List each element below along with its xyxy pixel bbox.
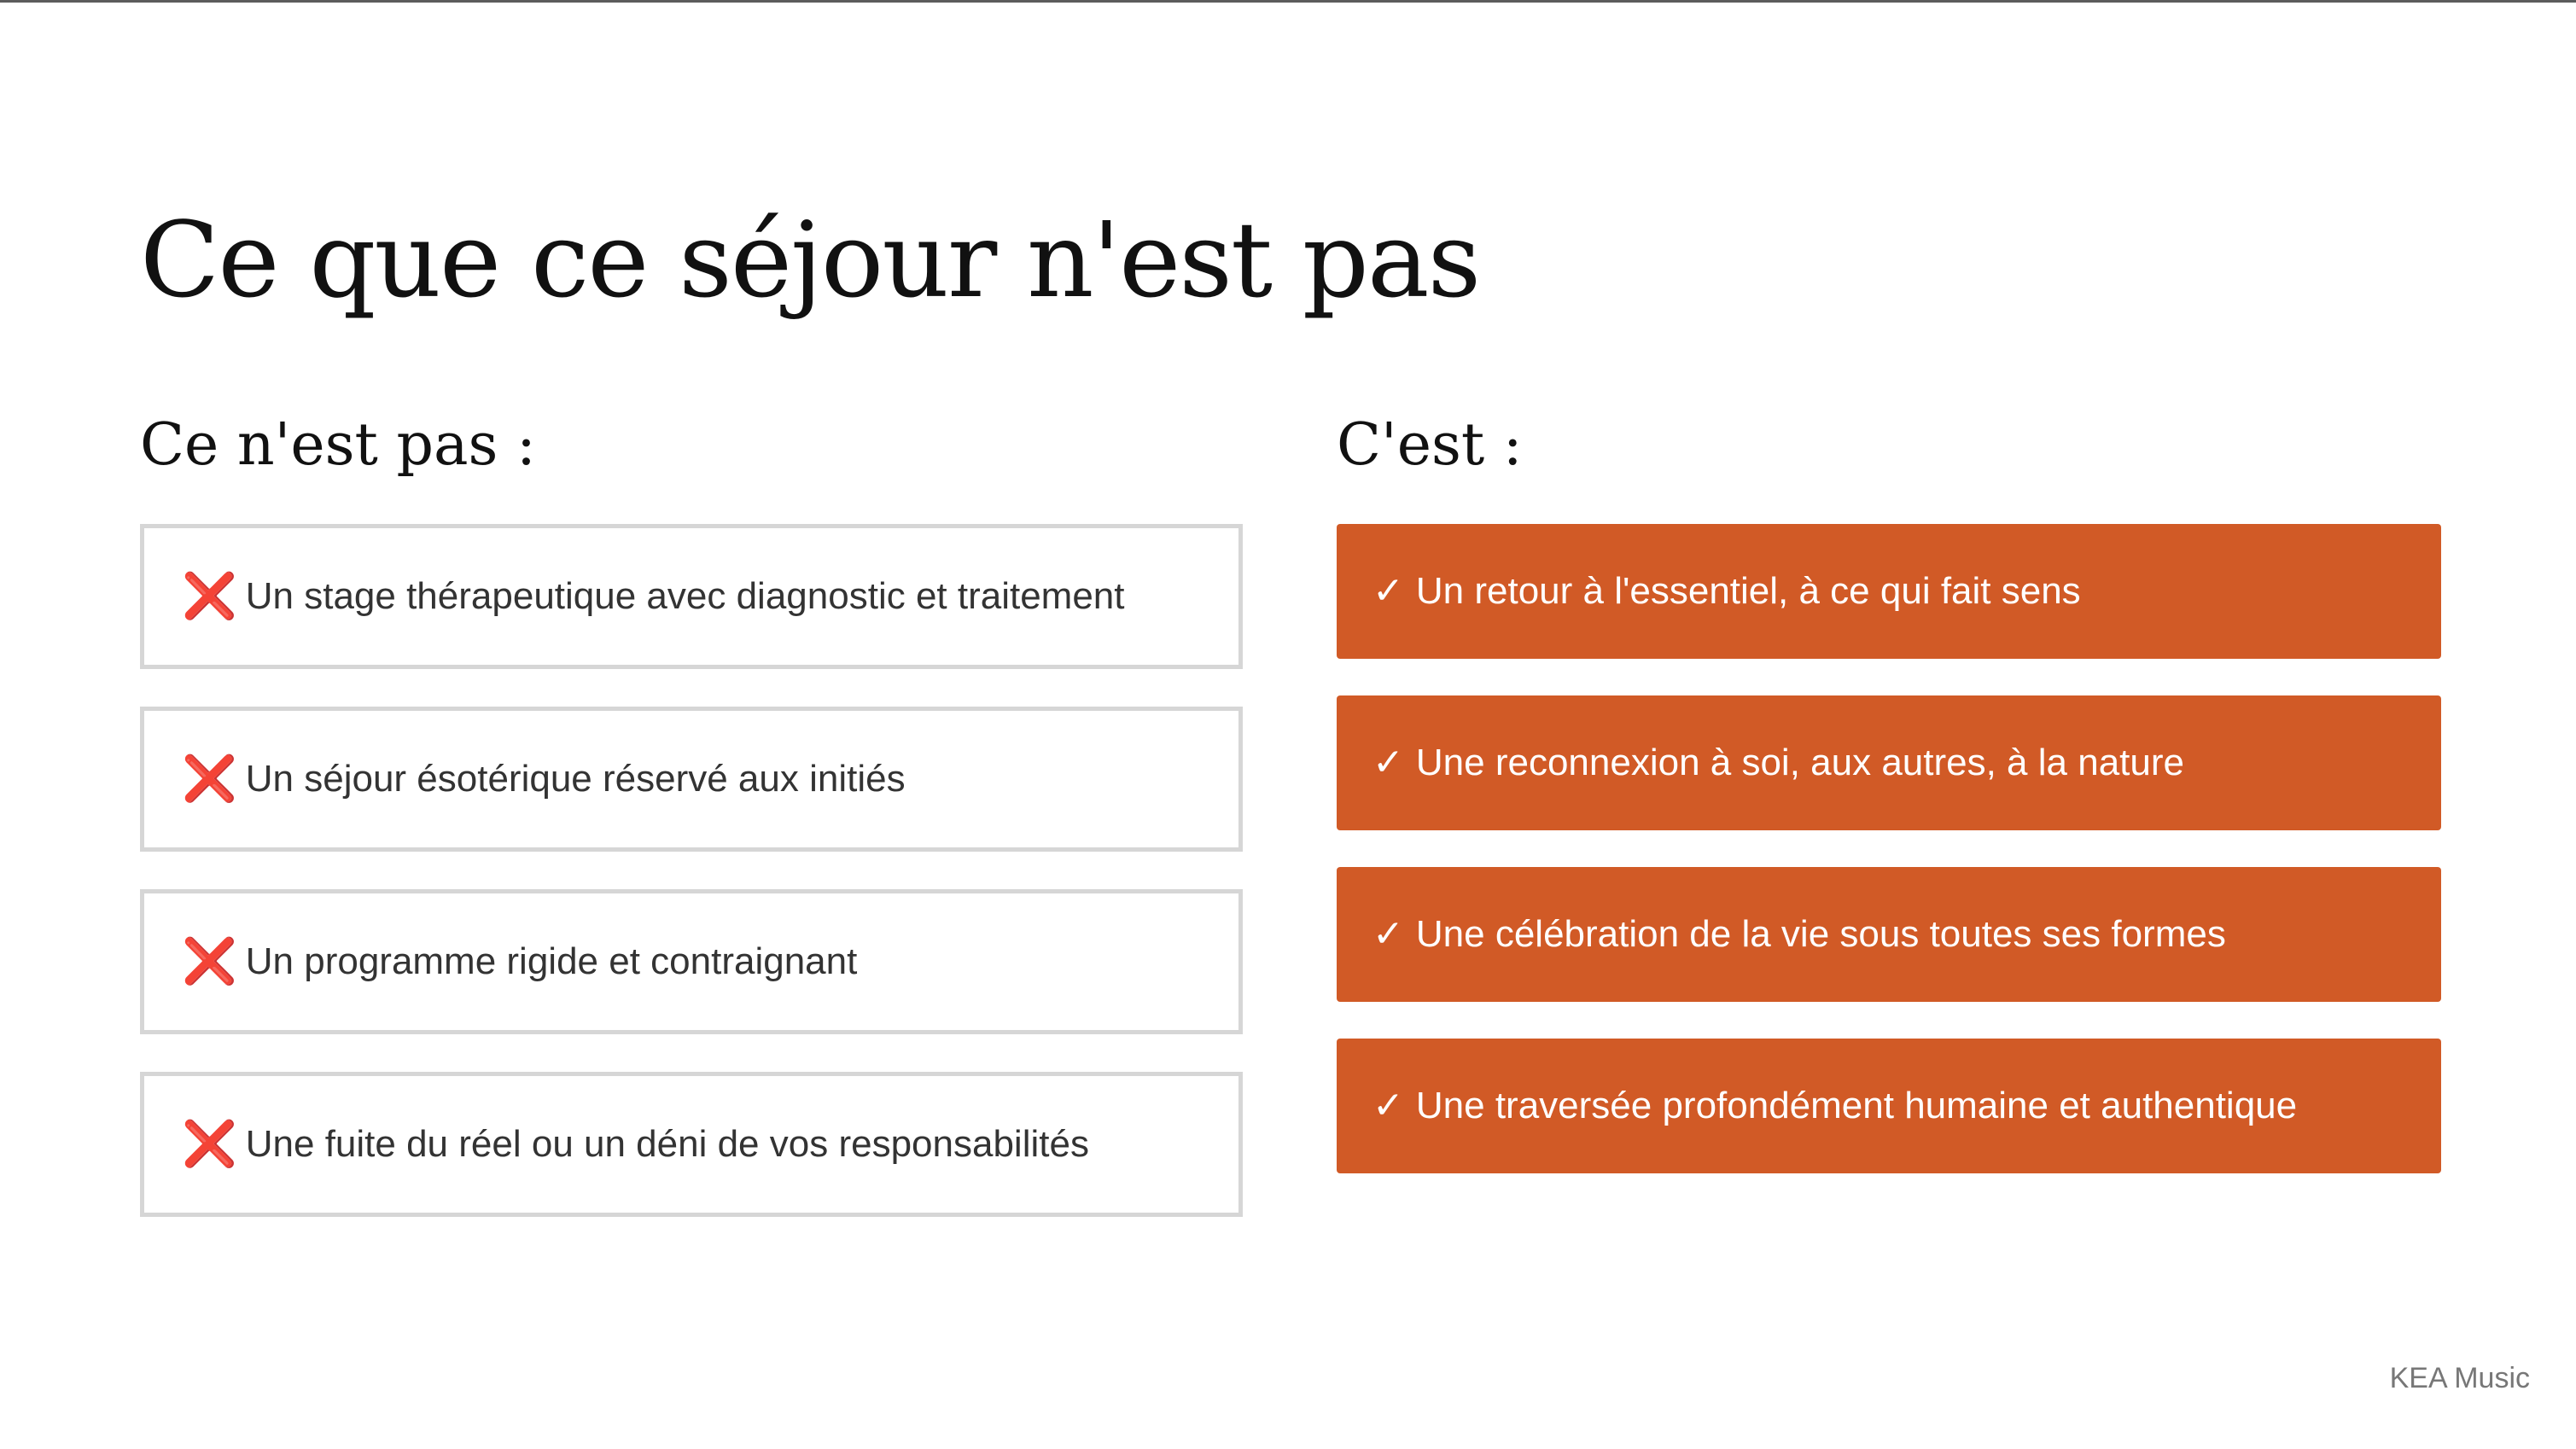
check-mark-icon: ✓ — [1373, 1084, 1404, 1127]
slide-title: Ce que ce séjour n'est pas — [140, 200, 1480, 321]
is-item-text: Une célébration de la vie sous toutes ses formes — [1415, 913, 2226, 955]
not-item — [140, 1072, 1243, 1217]
is-item — [1337, 524, 2441, 659]
not-item-text: Un stage thérapeutique avec diagnostic et traitement — [245, 575, 1125, 617]
is-item — [1337, 1039, 2441, 1173]
not-item — [140, 889, 1243, 1034]
is-column-heading: C'est : — [1337, 411, 1523, 479]
not-item — [140, 707, 1243, 852]
is-item-text: Un retour à l'essentiel, à ce qui fait sens — [1415, 570, 2081, 612]
not-item — [140, 524, 1243, 669]
not-list — [140, 524, 1243, 1254]
check-mark-icon: ✓ — [1373, 741, 1404, 784]
cross-mark-icon: ❌ — [182, 936, 237, 987]
cross-mark-icon: ❌ — [182, 571, 237, 622]
top-border-line — [0, 0, 2576, 3]
not-item-text: Un programme rigide et contraignant — [245, 940, 858, 982]
is-item-text: Une traversée profondément humaine et authentique — [1415, 1085, 2298, 1126]
not-column-heading: Ce n'est pas : — [140, 411, 536, 479]
cross-mark-icon: ❌ — [182, 1119, 237, 1170]
is-list — [1337, 524, 2441, 1210]
cross-mark-icon: ❌ — [182, 754, 237, 805]
is-item-text: Une reconnexion à soi, aux autres, à la nature — [1415, 742, 2184, 783]
is-item — [1337, 695, 2441, 830]
check-mark-icon: ✓ — [1373, 569, 1404, 613]
is-item — [1337, 867, 2441, 1002]
footer-brand: KEA Music — [2389, 1362, 2530, 1394]
not-item-text: Une fuite du réel ou un déni de vos responsabilités — [245, 1123, 1089, 1165]
check-mark-icon: ✓ — [1373, 912, 1404, 956]
not-item-text: Un séjour ésotérique réservé aux initiés — [245, 758, 906, 800]
